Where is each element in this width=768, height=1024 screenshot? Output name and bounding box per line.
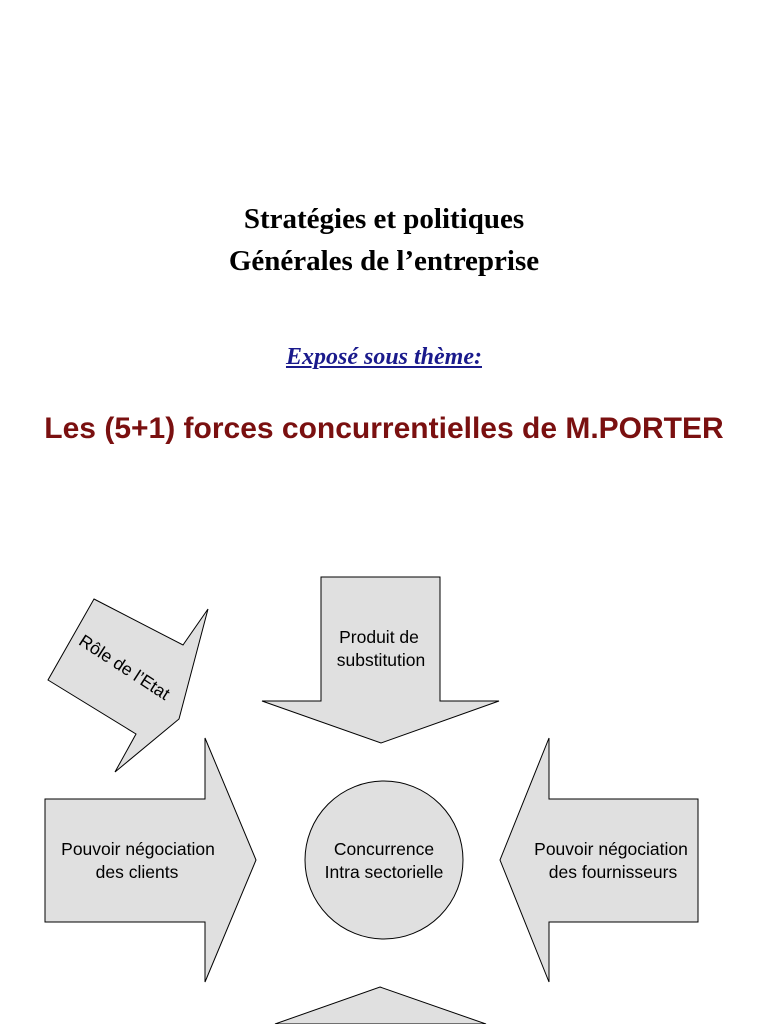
- fournisseurs-label-1: Pouvoir négociation: [534, 839, 688, 859]
- clients-label-1: Pouvoir négociation: [61, 839, 215, 859]
- title-line-1: Stratégies et politiques: [243, 203, 525, 235]
- arrow-bottom: [275, 987, 486, 1024]
- subtitle: Exposé sous thème:: [285, 344, 482, 370]
- arrow-role-etat: [48, 599, 208, 772]
- clients-label-2: des clients: [95, 862, 179, 882]
- title-line-2: Générales de l’entreprise: [228, 245, 540, 277]
- substitution-label-1: Produit de: [339, 627, 419, 647]
- arrow-clients: [45, 738, 256, 982]
- center-label-1: Concurrence: [333, 839, 435, 859]
- circle-concurrence: [305, 781, 463, 939]
- arrow-fournisseurs: [500, 738, 698, 982]
- section-heading: Les (5+1) forces concurrentielles de M.PORTER: [44, 412, 724, 445]
- fournisseurs-label-2: des fournisseurs: [548, 862, 678, 882]
- substitution-label-2: substitution: [336, 650, 426, 670]
- center-label-2: Intra sectorielle: [324, 862, 444, 882]
- role-etat-label: Rôle de l’Etat: [75, 630, 174, 704]
